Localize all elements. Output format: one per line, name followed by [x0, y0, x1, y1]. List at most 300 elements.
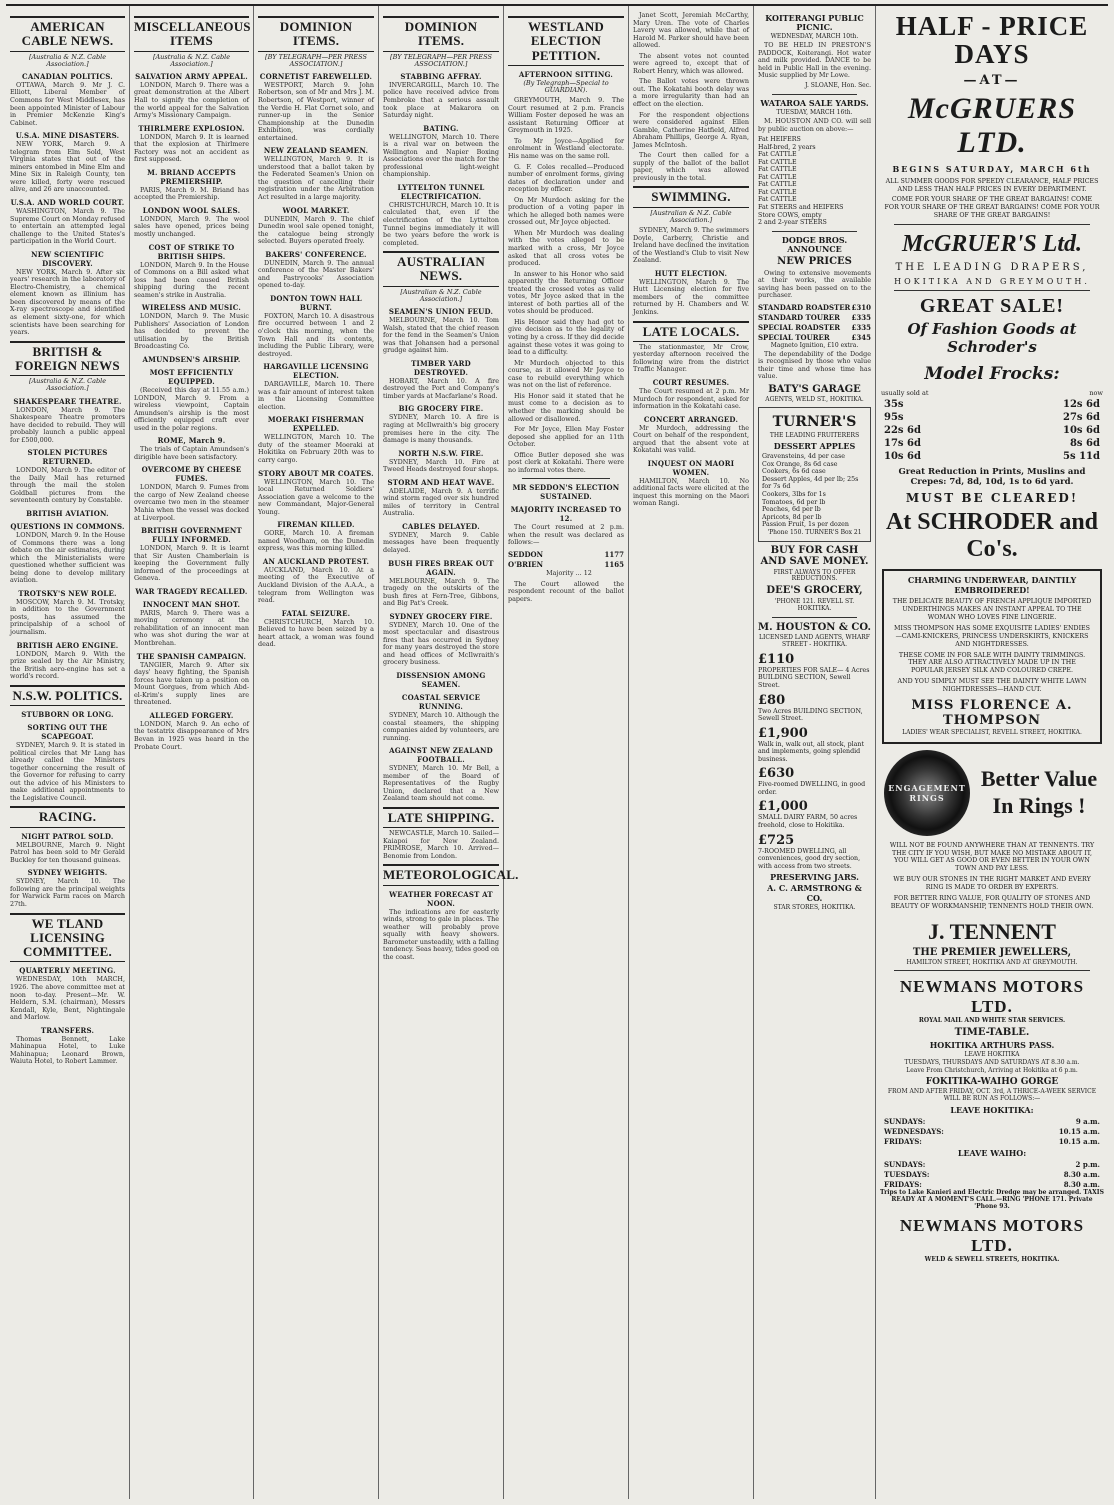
article-text: PARIS, March 9. There was a moving ceremony at the rehabilitation of an innocent man who was shot during the war at Montbrehan. [134, 608, 249, 648]
timetable-days: TUESDAYS, THURSDAYS AND SATURDAYS AT 8.30 a.m. [904, 1059, 1080, 1067]
article-text: HOBART, March 10. A fire destroyed the Port and Company's timber yards at Macfarlane's Road. [383, 376, 499, 400]
article-text: LONDON, March 9. An echo of the testatrix disappearance of Mrs Bevan in 1925 was heard in the Probate Court. [134, 719, 249, 751]
article-text: WELLINGTON, March 9. It is understood that a ballot taken by the Federated Seamen's Union on the question of cancelling their registration under the Arbitration Act resulted in a large majority. [258, 155, 374, 201]
section-heading: LATE LOCALS. [633, 321, 749, 342]
section-source: [Australia & N.Z. Cable Association.] [152, 52, 231, 68]
result-cell: 1165 [604, 559, 624, 569]
result-text: The Court allowed the respondent recount of the ballot papers. [508, 579, 624, 603]
article-subheading: HUTT ELECTION. [654, 268, 728, 278]
property-text: 7-ROOMED DWELLING, all conveniences, good dry section, with access from two streets. [758, 847, 861, 870]
article-text: SYDNEY, March 10. A fire is raging at McIlwraith's big grocery premises here in the city. The damage is many thousands. [383, 413, 499, 445]
article-text: His Honor said they had got to give decision as to the legality of voting by a cross. If they did decide against these votes it was going to lead to a difficulty. [508, 317, 624, 357]
lot-item: Fat CATTLE [758, 188, 797, 196]
lot-list [758, 136, 871, 227]
section-heading: WESTLAND ELECTION PETITION. [508, 16, 624, 66]
article-text: NEW YORK, March 9. A telegram from Elm Sold, West Virginia states that out of the miners entombed in Mine Elm and Mine Six in Raleigh County, ten were killed, forty were rescued alive, and 26 are unaccounted. [10, 140, 125, 194]
article-subheading: BAKERS' CONFERENCE. [265, 249, 367, 259]
majority-text: Majority ... 12 [546, 568, 592, 577]
turner-ad [758, 407, 871, 541]
model-frocks: Model Frocks: [924, 363, 1060, 384]
article-subheading: CONCERT ARRANGED. [643, 414, 739, 424]
article-text: CHRISTCHURCH, March 10. It is calculated that, even if the electrification of the Lyttelton Tunnel begins immediately it will be two years before the work is completed. [383, 200, 499, 247]
turner-sub: THE LEADING FRUITERERS [769, 432, 860, 440]
thompson-name: MISS FLORENCE A. THOMPSON [911, 697, 1073, 728]
section-heading: BRITISH & FOREIGN NEWS [10, 341, 125, 377]
article-subheading: SHAKESPEARE THEATRE. [13, 396, 122, 406]
fruit-price-item: Peaches, 6d per lb [762, 506, 821, 514]
article-subheading: NEW SCIENTIFIC DISCOVERY. [31, 249, 104, 268]
schedule-cell: 2 p.m. [1075, 1159, 1100, 1169]
usual-price: 35s [884, 398, 904, 410]
gorge-heading: FOKITIKA-WAIHO GORGE [925, 1077, 1059, 1088]
schedule-cell: 8.30 a.m. [1063, 1179, 1100, 1189]
fruit-price-item: Dessert Apples, 4d per lb; 25s for 7s 6d [762, 475, 859, 491]
tennent-sub: THE PREMIER JEWELLERS, [912, 946, 1072, 958]
article-text: SYDNEY, March 10. The following are the principal weights for Warwick Farm races on March 27th. [10, 877, 125, 908]
property-text: Walk in, walk out, all stock, plant and implements, going splendid business. [758, 740, 865, 763]
buy-cash-sub: FIRST ALWAYS TO OFFER REDUCTIONS. [773, 568, 856, 583]
picnic-ad-title: KOITERANGI PUBLIC PICNIC. [765, 13, 864, 33]
dodge-text: Owing to extensive movements at their works, the available saving has been passed on to the purchaser. [758, 268, 871, 300]
article-text: ADELAIDE, March 9. A terrific wind storm raged over six hundred miles of territory in Central Australia. [383, 486, 499, 518]
article-subheading: NEW ZEALAND SEAMEN. [263, 146, 369, 156]
dodge-footer: The dependability of the Dodge is recognised by those who value their time and whose time has value. [758, 349, 871, 381]
article-text: SYDNEY, March 10. Mr Bell, a member of the Board of Representatives of the Rugby Union, declared that a New Zealand team should not come. [383, 764, 499, 803]
property-listing [758, 693, 871, 723]
newmans-sub: ROYAL MAIL AND WHITE STAR SERVICES. [918, 1017, 1066, 1025]
article-list [383, 72, 499, 247]
article-text: MELBOURNE, March 9. The tragedy on the outskirts of the bush fires at Fern-Tree, Gibbons, and Big Pat's Creek. [383, 576, 499, 608]
article-text: To Mr Joyce—Applied for enrolment in Westland electorate. His name was on the same roll. [508, 136, 624, 160]
property-text: Two Acres BUILDING SECTION, Sewell Street. [758, 707, 863, 723]
article-text: WELLINGTON, March 10. The duty of the steamer Moeraki at Hokitika on February 20th was to carry cargo. [258, 433, 374, 465]
article-text: LONDON, March 9. With the prize sealed by the Air Ministry, the British aero-engine has set a world's record. [10, 649, 125, 681]
article-text: MOSCOW, March 9. M. Trotsky, in addition to the Government posts, has assumed the principalship of a school of journalism. [10, 597, 125, 636]
sale-yards-lead: M. HOUSTON AND CO. will sell by public auction on above:— [758, 116, 871, 133]
article-text: MELBOURNE, March 9. Night Patrol has been sold to Mr Gerald Buckley for ten thousand guineas. [10, 840, 125, 864]
article-subheading: COASTAL SERVICE RUNNING. [401, 693, 481, 711]
begins-line: BEGINS SATURDAY, MARCH 6th [892, 163, 1092, 174]
fruit-price-item: Cox Orange, 8s 6d case [762, 460, 838, 468]
usual-price: 10s 6d [884, 450, 921, 462]
dodge-price-list [758, 303, 871, 342]
article-list [633, 344, 749, 508]
article-subheading: TIMBER YARD DESTROYED. [411, 358, 471, 377]
frock-price-row [880, 437, 1104, 450]
article-text: DUNEDIN, March 9. The annual conference of the Master Bakers' and Pastrycooks' Association opened to-day. [258, 258, 374, 290]
now-label: now [1089, 388, 1103, 397]
article-text: TANGIER, March 9. After six days' heavy fighting, the Spanish forces have taken up a position on Mount Gorgues, from which Abd-el-Krim's supply lines are threatened. [134, 660, 249, 707]
article-subheading: MOERAKI FISHERMAN EXPELLED. [267, 415, 365, 434]
usual-price: 17s 6d [884, 437, 921, 449]
article-subheading: HARGAVILLE LICENSING ELECTION. [263, 362, 369, 381]
article-list [258, 72, 374, 649]
schedule-cell: SUNDAYS: [884, 1116, 926, 1126]
sale-price: 8s 6d [1069, 437, 1100, 449]
leave-waiho-schedule [880, 1160, 1104, 1189]
column-8-ads [876, 6, 1108, 1499]
article-subheading: BUSH FIRES BREAK OUT AGAIN. [388, 558, 494, 577]
schroder-name: At SCHRODER and Co's. [885, 509, 1099, 563]
section-source: [Australia & N.Z. Cable Association.] [28, 52, 107, 68]
article-subheading: LYTTELTON TUNNEL ELECTRIFICATION. [397, 182, 485, 201]
article-subheading: COURT RESUMES. [652, 378, 730, 388]
sale-price: 10s 6d [1063, 424, 1100, 436]
fruit-price-item: Passion Fruit, 1s per dozen [762, 521, 849, 529]
reduction-text: Great Reduction in Prints, Muslins and Crepes: 7d, 8d, 10d, 1s to 6d yard. [898, 466, 1086, 488]
section-source: [Australian & N.Z. Cable Association.] [650, 208, 732, 224]
property-text: SMALL DAIRY FARM, 50 acres freehold, close to Hokitika. [758, 814, 858, 829]
fruit-price-list [762, 453, 867, 528]
dodge-price-cell: STANDARD TOURER [758, 312, 840, 322]
sale-yards-title: WATAROA SALE YARDS. [760, 97, 869, 108]
article-text: HAMILTON, March 10. No additional facts were elicited at the inquest this morning on the Maori woman Rangi. [633, 476, 749, 508]
fruit-price-item: Apricots, 8d per lb [762, 513, 822, 521]
turner-name: TURNER'S [772, 414, 857, 431]
frock-price-table [880, 388, 1104, 463]
picnic-ad-date: WEDNESDAY, MARCH 10th. [770, 33, 859, 41]
article-subheading: MAJORITY INCREASED TO 12. [510, 505, 622, 524]
dodge-price-row [758, 303, 871, 312]
article-text: LONDON, March 9. In the House of Commons on a Bill asked what loss had been caused British shipping during the recent seamen's strike in Australia. [134, 260, 249, 299]
article-text: DARGAVILLE, March 10. There was a fair amount of interest taken in the Licensing Committee election. [258, 380, 374, 411]
article-subheading: BRITISH GOVERNMENT FULLY INFORMED. [141, 526, 242, 545]
column-6 [629, 6, 754, 1499]
article-list [10, 72, 125, 337]
rings-text: WE BUY OUR STONES IN THE RIGHT MARKET AND EVERY RING IS MADE TO ORDER BY EXPERTS. [893, 876, 1091, 891]
newmans-footer-sub: WELD & SEWELL STREETS, HOKITIKA. [924, 1256, 1060, 1264]
article-subheading: WIRELESS AND MUSIC. [141, 303, 242, 313]
schedule-cell: WEDNESDAYS: [884, 1126, 944, 1136]
picnic-ad-text: TO BE HELD IN PRESTON'S PADDOCK, Koiterangi. Hot water and milk provided. DANCE to be held in Public Hall in the evening. Music supplied by Mr Lowe. [758, 41, 871, 80]
houston-name: M. HOUSTON & CO. [758, 621, 871, 633]
lot-item: Fat CATTLE [758, 158, 797, 166]
underwear-heading: CHARMING UNDERWEAR, DAINTILY EMBROIDERED! [907, 575, 1077, 596]
schedule-row [884, 1170, 1100, 1179]
schedule-row [884, 1180, 1100, 1189]
article-text: LONDON, March 9. Fumes from the cargo of New Zealand cheese overcame two men in the steamer Mahia when the vessel was docked at Liverpool. [134, 483, 249, 522]
mcgruers-logo: McGRUERS LTD. [907, 91, 1077, 159]
article-subheading: WAR TRAGEDY RECALLED. [135, 586, 248, 596]
article-text: SYDNEY, March 10. One of the most spectacular and disastrous fires that has occurred in Sydney for many years destroyed the store and head offices of McIlwraith's grocery business. [383, 620, 499, 667]
half-price-fine: ALL SUMMER GOODS FOR SPEEDY CLEARANCE, HALF PRICES AND LESS THAN HALF PRICES IN EVERY DEPARTMENT. [885, 177, 1099, 193]
article-subheading: OVERCOME BY CHEESE FUMES. [141, 465, 242, 484]
column-3 [254, 6, 379, 1499]
article-list [134, 72, 249, 751]
article-subheading: FIREMAN KILLED. [277, 520, 355, 530]
armstrong-sub: STAR STORES, HOKITIKA. [773, 903, 856, 911]
section-heading: MISCELLANEOUS ITEMS [134, 16, 249, 52]
article-text: On Mr Murdoch asking for the production of a voting paper in which he alleged both names were crossed out, Mr Joyce objected. [508, 195, 624, 227]
newmans-heading: NEWMANS MOTORS LTD. [899, 977, 1085, 1017]
property-listing [758, 652, 871, 690]
article-text: PARIS, March 9. M. Briand has accepted the Premiership. [134, 185, 249, 202]
half-price-heading: HALF - PRICE DAYS [895, 11, 1089, 70]
article-list [10, 976, 125, 1065]
schedule-cell: 10.15 a.m. [1058, 1126, 1100, 1136]
article-subheading: M. BRIAND ACCEPTS PREMIERSHIP. [147, 167, 236, 186]
article-text: Office Butler deposed she was post clerk at Kokatahi. There were no informal votes there. [508, 450, 624, 474]
mcgruers-ltd: McGRUER'S Ltd. [901, 230, 1083, 257]
newspaper-page [6, 4, 1108, 1499]
article-text: LONDON, March 9. The Shakespeare Theatre promoters have decided to rebuild. They will probably launch a public appeal for £500,000. [10, 405, 125, 444]
article-subheading: BATING. [423, 123, 459, 133]
schedule-cell: FRIDAYS: [884, 1179, 922, 1189]
article-subheading: ALLEGED FORGERY. [149, 710, 234, 720]
section-heading: AMERICAN CABLE NEWS. [10, 16, 125, 52]
article-text: LONDON, March 9. There was a great demonstration at the Albert Hall to signify the completion of the world appeal for the Salvation Army's Missionary Campaign. [134, 80, 249, 120]
dees-sub: 'PHONE 121. REVELL ST. HOKITIKA. [774, 597, 855, 612]
article-list [10, 832, 125, 909]
property-price: £630 [758, 766, 795, 782]
property-listing [758, 833, 871, 871]
must-be-cleared: MUST BE CLEARED! [905, 491, 1079, 506]
dodge-price-cell: £335 [851, 322, 871, 332]
leading-drapers: THE LEADING DRAPERS, [895, 261, 1089, 273]
result-row [508, 550, 624, 559]
article-text: G. F. Coles recalled—Produced number of enrolment forms, giving dates of declaration under and reception by officer. [508, 162, 624, 194]
schedule-row [884, 1117, 1100, 1126]
article-subheading: SYDNEY WEIGHTS. [27, 868, 108, 878]
dodge-price-cell: STANDARD ROADSTER [758, 302, 851, 312]
article-text: LONDON, March 9. It is learnt that Sir Austen Chamberlain is keeping the Government fully informed of the proceedings at Geneva. [134, 544, 249, 583]
schedule-cell: SUNDAYS: [884, 1159, 926, 1169]
column-2 [130, 6, 254, 1499]
article-subheading: BIG GROCERY FIRE. [398, 404, 484, 414]
article-text: INVERCARGILL, March 10. The police have received advice from Pembroke that a serious assault took place at Makarora on Saturday night. [383, 80, 499, 120]
section-heading: WE TLAND LICENSING COMMITTEE. [10, 913, 125, 963]
divider [772, 231, 857, 232]
sale-price: 27s 6d [1063, 411, 1100, 423]
lot-item: 2 and 2-year STEERS [758, 219, 827, 227]
dodge-price-cell: SPECIAL TOURER [758, 332, 830, 342]
article-subheading: FATAL SEIZURE. [281, 608, 351, 618]
fruit-price-item: Cookers, 3lbs for 1s [762, 490, 826, 498]
article-list [10, 742, 125, 802]
article-text: MELBOURNE, March 10. Tom Walsh, stated that the chief reason for the fend in the Seamen's Union was that Johansen had a personal grudge against him. [383, 316, 499, 355]
article-text: WESTPORT, March 9. John Robertson, son of Mr and Mrs J. M. Robertson, of Westport, winner of the Verdie H. Flat Cornet solo, and runner-up in the Senior Championship at the Dunedin Exhibition, was cordially entertained. [258, 80, 374, 142]
property-listing [758, 799, 871, 829]
article-text: (Received this day at 11.55 a.m.) LONDON, March 9. From a wireless viewpoint, Captain Amundsen's airship is the most efficiently equipped craft ever used in the polar regions. [134, 386, 249, 432]
batys-sub: AGENTS, WELD ST., HOKITIKA. [765, 396, 864, 404]
better-value-heading [978, 766, 1100, 819]
frock-price-row [880, 411, 1104, 424]
dodge-price-row [758, 313, 871, 322]
article-text: WELLINGTON, March 10. The local Returned Soldiers' Association gave a welcome to the new Commandant, Major-General Young. [258, 477, 374, 516]
dodge-price-cell: SPECIAL ROADSTER [758, 322, 841, 332]
sale-price: 12s 6d [1063, 398, 1100, 410]
article-subheading: NIGHT PATROL SOLD. [21, 831, 114, 841]
rings-text: WILL NOT BE FOUND ANYWHERE THAN AT TENNENTS. TRY THE CITY IF YOU WISH, BUT MAKE NO MISTAKE ABOUT IT, YOU WILL GET AS GOOD OR EVEN BETTER IN YOUR OWN TOWN AND PAY LESS. [889, 841, 1095, 873]
mcgruers-place: HOKITIKA AND GREYMOUTH. [894, 276, 1090, 286]
article-subheading: TROTSKY'S NEW ROLE. [18, 588, 117, 598]
schedule-cell: 10.15 a.m. [1058, 1136, 1100, 1146]
dodge-price-cell: £335 [851, 312, 871, 322]
usual-price: 22s 6d [884, 424, 921, 436]
leave-hokitika: LEAVE HOKITIKA: [950, 1104, 1034, 1115]
article-text: NEW YORK, March 9. After six years' research in the laboratory of Electro-Chemistry, a chemical element known as illinium has been discovered by means of the X-ray spectroscope and identified as element sixty-one, for which scientists have been searching for years. [10, 267, 125, 337]
article-subheading: LONDON WOOL SALES. [142, 205, 241, 215]
article-subheading: AGAINST NEW ZEALAND FOOTBALL. [389, 746, 493, 765]
tennent-addr: HAMILTON STREET, HOKITIKA AND AT GREYMOUTH. [906, 958, 1078, 966]
sale-price: 5s 11d [1063, 450, 1100, 462]
leave-waiho: LEAVE WAIHO: [957, 1147, 1027, 1158]
article-subheading: ROME, March 9. [157, 436, 226, 446]
article-subheading: STUBBORN OR LONG. [21, 710, 114, 720]
article-subheading: THE SPANISH CAMPAIGN. [136, 651, 247, 661]
armstrong-name: A. C. ARMSTRONG & CO. [767, 883, 862, 903]
dodge-heading: DODGE BROS. ANNOUNCE [781, 234, 848, 254]
article-text: When Mr Murdoch was dealing with the votes alleged to be marked with a cross, Mr Joyce asked that all cross votes be produced. [508, 228, 624, 268]
article-text: WELLINGTON, March 10. There is a rival war on between the Wellington and Napier Boxing Associations over the match for the professional light-weight championship. [383, 132, 499, 179]
tennent-rings-ad [884, 750, 1100, 836]
article-text: LONDON, March 9. The Music Publishers' Association of London has decided to prevent the utilisation by the British Broadcasting Co. [134, 312, 249, 351]
column-1 [6, 6, 130, 1499]
article-subheading: STABBING AFFRAY. [400, 71, 482, 81]
trips-text: Trips to Lake Kanieri and Electric Dredge may be arranged. TAXIS READY AT A MOMENT'S CALL.—RING 'PHONE 171. Private 'Phone 93. [880, 1188, 1104, 1210]
section-source: [BY TELEGRAPH—PER PRESS ASSOCIATION.] [265, 52, 367, 68]
weather-text: The indications are for easterly winds, strong to gale in places. The weather will probably prove squally with heavy showers. Barometer unsteadily, with a falling tendency. Seas heavy, tides good on the coast. [383, 907, 499, 961]
article-text: Janet Scott, Jeremiah McCarthy, Mary Uren. The vote of Charles Lavery was allowed, while that of Harold M. Parker should have been allowed. [633, 11, 749, 50]
property-price: £1,900 [758, 725, 808, 741]
dodge-price-cell: £345 [851, 332, 871, 342]
batys-garage: BATY'S GARAGE [768, 383, 861, 395]
article-subheading: INQUEST ON MAORI WOMEN. [647, 458, 735, 477]
article-text: SYDNEY, March 10. Fire at Tweed Heads destroyed four shops. [383, 457, 499, 474]
schedule-cell: 9 a.m. [1075, 1116, 1100, 1126]
article-text: Mr Murdoch, addressing the Court on behalf of the respondent, argued that the absent vote at Kokatahi was valid. [633, 423, 749, 455]
buy-cash-heading: BUY FOR CASH AND SAVE MONEY. [760, 544, 869, 568]
dees-grocery: DEE'S GROCERY, [766, 585, 863, 597]
thompson-text: MISS THOMPSON HAS SOME EXQUISITE LADIES' ENDIES—CAMI-KNICKERS, PRINCESS UNDERSKIRTS, KNICKERS AND NIGHTDRESSES. [894, 624, 1090, 648]
lot-item: Fat CATTLE [758, 173, 797, 181]
article-subheading: COST OF STRIKE TO BRITISH SHIPS. [148, 242, 235, 261]
frock-price-row [880, 450, 1104, 463]
dodge-price-row [758, 333, 871, 342]
fruit-price-item: Tomatoes, 6d per lb [762, 498, 826, 506]
article-text: Thomas Bennett, Lake Mahinapua Hotel, to Luke Mahinapua; Leonard Brown, Waiuta Hotel, to Robert Lammer. [10, 1034, 125, 1066]
article-subheading: STOLEN PICTURES RETURNED. [27, 448, 108, 467]
section-heading: DOMINION ITEMS. [383, 16, 499, 52]
article-text: GORE, March 10. A fireman named Woodham, on the Dunedin express, was this morning killed. [258, 529, 374, 553]
rings-text: FOR BETTER RING VALUE, FOR QUALITY OF STONES AND BEAUTY OF WORKMANSHIP, TENNENTS HOLD THEIR OWN. [890, 894, 1094, 910]
usual-price: 95s [884, 411, 904, 423]
schedule-cell: FRIDAYS: [884, 1136, 922, 1146]
result-text: The Court resumed at 2 p.m. when the result was declared as follows:— [508, 523, 624, 547]
property-price: £110 [758, 651, 795, 667]
gorge-note: FROM AND AFTER FRIDAY, OCT. 3rd, A THRICE-A-WEEK SERVICE WILL BE RUN AS FOLLOWS:— [887, 1088, 1097, 1102]
article-text: SYDNEY, March 10. Although the coastal steamers, the shipping companies aided by volunteers, are running. [383, 711, 499, 742]
half-price-bargains: COME FOR YOUR SHARE OF THE GREAT BARGAINS! COME FOR YOUR SHARE OF THE GREAT BARGAINS! COME FOR YOUR SHARE OF THE GREAT BARGAINS! [884, 196, 1100, 220]
result-row [508, 560, 624, 569]
article-subheading: SEAMEN'S UNION FEUD. [388, 307, 494, 317]
fruit-price-item: Cookers, 6s 6d case [762, 468, 826, 476]
article-subheading: MOST EFFICIENTLY EQUIPPED. [149, 368, 234, 386]
article-subheading: U.S.A. MINE DISASTERS. [15, 131, 120, 141]
article-text: WASHINGTON, March 9. The Supreme Court on Monday refused to entertain an attempted legal challenge to the United States's participation in the World Court. [10, 206, 125, 246]
article-text: LONDON, March 9. The editor of the Daily Mail has returned through the mail the stolen Goldball pictures from the seventeenth century by Constable. [10, 466, 125, 505]
article-subheading: STORY ABOUT MR COATES. [258, 468, 374, 478]
sale-yards-date: TUESDAY, MARCH 16th. [776, 109, 853, 117]
dodge-price-row [758, 323, 871, 332]
article-text: The Court then called for a supply of the ballot of the ballot paper, which was allowed previously in the total. [633, 151, 749, 182]
thompson-text: AND YOU SIMPLY MUST SEE THE DAINTY WHITE LAWN NIGHTDRESSES—HAND CUT. [897, 678, 1087, 693]
article-text: CHRISTCHURCH, March 10. Believed to have been seized by a heart attack, a woman was found dead. [258, 617, 374, 649]
property-price: £1,000 [758, 799, 808, 815]
article-text: His Honor said it stated that he must come to a decision as to whether the marking should be allowed or disallowed. [508, 391, 624, 423]
fruit-price-item: Gravensteins, 4d per case [762, 453, 845, 461]
column-7-ads [754, 6, 876, 1499]
article-subheading: CABLES DELAYED. [402, 521, 480, 531]
article-text: LONDON, March 9. In the House of Commons there was a long debate on the air estimates, during which the Ministerialists were questioned whether sufficient was being done to develop military aviation. [10, 530, 125, 585]
article-subheading: AMUNDSEN'S AIRSHIP. [142, 355, 241, 364]
property-text: Five-roomed DWELLING, in good order. [758, 781, 866, 796]
great-sale: GREAT SALE! [919, 294, 1065, 317]
article-text: AUCKLAND, March 10. At a meeting of the Executive of Auckland Division of the A.A.A., a telegram from Wellington was read. [258, 565, 374, 605]
divider [894, 224, 1090, 225]
better-value: Better Value [980, 766, 1098, 792]
article-subheading: CORNETIST FAREWELLED. [259, 71, 373, 81]
timetable-leave: LEAVE HOKITIKA [964, 1051, 1020, 1059]
timetable-route: HOKITIKA ARTHURS PASS. [929, 1040, 1055, 1051]
article-subheading: BRITISH AERO ENGINE. [16, 640, 119, 650]
thompson-text: THE DELICATE BEAUTY OF FRENCH APPLIQUE IMPORTED UNDERTHINGS MAKES AN INSTANT APPEAL TO THE WOMAN WHO LOVES FINE LINGERIE. [892, 598, 1092, 622]
lot-item: Fat CATTLE [758, 151, 797, 159]
schedule-row [884, 1127, 1100, 1136]
article-subheading: INNOCENT MAN SHOT. [142, 599, 241, 609]
lot-item: Fat CATTLE [758, 166, 797, 174]
schedule-cell: 8.30 a.m. [1063, 1169, 1100, 1179]
thompson-sub: LADIES' WEAR SPECIALIST, REVELL STREET, HOKITIKA. [902, 728, 1082, 736]
lot-item: Half-bred, 2 years [758, 143, 816, 151]
article-list [383, 307, 499, 803]
dodge-new-prices: NEW PRICES [777, 256, 852, 267]
column-4 [379, 6, 519, 1499]
article-subheading: STORM AND HEAT WAVE. [387, 477, 495, 487]
section-heading: LATE SHIPPING. [383, 807, 499, 828]
article-text: FOXTON, March 10. A disastrous fire occurred between 1 and 2 o'clock this morning, when the Town Hall and its contents, including the Public Library, were destroyed. [258, 311, 374, 358]
article-subheading: BRITISH AVIATION. [26, 508, 109, 518]
column-5 [504, 6, 629, 1499]
section-source: [Australia & N.Z. Cable Association.] [28, 377, 107, 393]
result-cell: O'BRIEN [508, 559, 543, 569]
article-subheading: AN AUCKLAND PROTEST. [262, 556, 370, 566]
newmans-footer: NEWMANS MOTORS LTD. [899, 1216, 1085, 1256]
property-price: £725 [758, 832, 795, 848]
result-cell: 1177 [604, 549, 624, 559]
article-subheading: DONTON TOWN HALL BURNT. [270, 293, 362, 312]
article-subheading: CANADIAN POLITICS. [22, 71, 113, 81]
leave-hokitika-schedule [880, 1117, 1104, 1146]
property-listing [758, 766, 871, 796]
article-subheading: TRANSFERS. [40, 1025, 95, 1035]
section-source: [Australian & N.Z. Cable Association.] [400, 287, 482, 303]
picnic-ad-sign: J. SLOANE, Hon. Sec. [805, 82, 871, 89]
property-list [758, 652, 871, 870]
fashion-goods: Of Fashion Goods at Schroder's [907, 319, 1077, 356]
article-text: For Mr Joyce, Ellen May Foster deposed she applied for an 11th October. [508, 425, 624, 449]
article-list [508, 97, 624, 474]
lot-item: Fat CATTLE [758, 181, 797, 189]
article-subheading: SORTING OUT THE SCAPEGOAT. [27, 723, 108, 742]
schedule-row [884, 1160, 1100, 1169]
rings-label: ENGAGEMENT RINGS [888, 782, 966, 803]
article-text: DUNEDIN, March 9. The chief Dunedin wool sale opened tonight, the catalogue being strongly selected. Buyers operated freely. [258, 214, 374, 246]
article-subheading: WOOL MARKET. [282, 205, 350, 215]
lot-item: Store COWS, empty [758, 211, 822, 219]
property-text: PROPERTIES FOR SALE— 4 Acres BUILDING SECTION, Sewell Street. [758, 666, 870, 690]
jars-heading: PRESERVING JARS. [770, 872, 859, 883]
